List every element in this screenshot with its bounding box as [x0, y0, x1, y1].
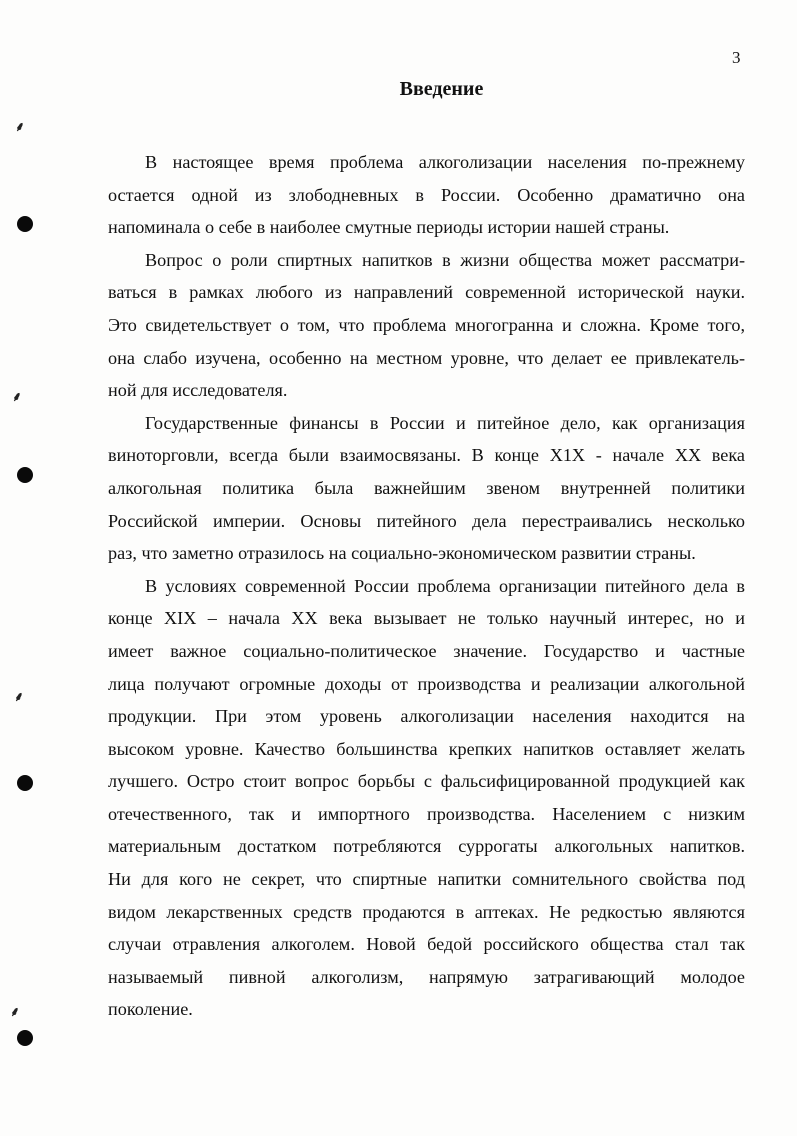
paragraph-4-line-10: Ни для кого не секрет, что спиртные напитки сомнительного свойства под	[108, 869, 745, 890]
scan-speck-2: ⸙	[12, 389, 22, 404]
scan-speck-1: ⸙	[15, 119, 25, 134]
paragraph-1-line-1: В настоящее время проблема алкоголизации населения по-прежнему	[145, 152, 745, 172]
paragraph-4-line-11: видом лекарственных средств продаются в аптеках. Не редкостью являются	[108, 901, 745, 922]
paragraph-4-line-9: материальным достатком потребляются суррогаты алкогольных напитков.	[108, 836, 745, 857]
paragraph-1-line-2: остается одной из злободневных в России. Особенно драматично она	[108, 184, 745, 205]
paragraph-4-line-7: лучшего. Остро стоит вопрос борьбы с фальсифицированной продукцией как	[108, 771, 745, 792]
paragraph-4-line-8: отечественного, так и импортного производства. Населением с низким	[108, 803, 745, 824]
paragraph-4-line-2: конце XIX – начала XX века вызывает не только научный интерес, но и	[108, 608, 745, 629]
paragraph-2-line-5: ной для исследователя.	[108, 380, 288, 401]
paragraph-3-line-3: алкогольная политика была важнейшим звеном внутренней политики	[108, 477, 745, 498]
punch-hole-1	[17, 216, 33, 232]
paragraph-4-line-6: высоком уровне. Качество большинства крепких напитков оставляет желать	[108, 738, 745, 759]
paragraph-4-line-5: продукции. При этом уровень алкоголизации населения находится на	[108, 706, 745, 727]
paragraph-3-line-4: Российской империи. Основы питейного дела перестраивались несколько	[108, 510, 745, 531]
paragraph-3-line-2: виноторговли, всегда были взаимосвязаны. В конце Х1Х - начале XX века	[108, 445, 745, 466]
paragraph-2-line-2: ваться в рамках любого из направлений современной исторической науки.	[108, 282, 745, 303]
paragraph-4-line-4: лица получают огромные доходы от производства и реализации алкогольной	[108, 673, 745, 694]
paragraph-4-line-12: случаи отравления алкоголем. Новой бедой российского общества стал так	[108, 934, 745, 955]
page-number: 3	[732, 48, 741, 67]
punch-hole-2	[17, 467, 33, 483]
body-text	[108, 146, 745, 1026]
page-title: Введение	[399, 78, 484, 100]
paragraph-4-line-3: имеет важное социально-политическое значение. Государство и частные	[108, 640, 745, 661]
paragraph-2-line-4: она слабо изучена, особенно на местном уровне, что делает ее привлекатель-	[108, 347, 745, 368]
paragraph-4-line-1: В условиях современной России проблема организации питейного дела в	[145, 575, 745, 596]
scan-speck-3: ⸙	[14, 689, 24, 704]
paragraph-4-line-14: поколение.	[108, 999, 193, 1020]
paragraph-4-line-13: называемый пивной алкоголизм, напрямую затрагивающий молодое	[108, 966, 745, 987]
punch-hole-4	[17, 1030, 33, 1046]
paragraph-2-line-3: Это свидетельствует о том, что проблема многогранна и сложна. Кроме того,	[108, 314, 745, 335]
paragraph-2-line-1: Вопрос о роли спиртных напитков в жизни общества может рассматри-	[145, 249, 745, 270]
scan-speck-4: ⸙	[10, 1004, 20, 1019]
paragraph-3-line-5: раз, что заметно отразилось на социально-экономическом развитии страны.	[108, 543, 696, 564]
punch-hole-3	[17, 775, 33, 791]
paragraph-1-line-3: напоминала о себе в наиболее смутные периоды истории нашей страны.	[108, 217, 670, 238]
paragraph-3-line-1: Государственные финансы в России и питейное дело, как организация	[145, 412, 745, 433]
